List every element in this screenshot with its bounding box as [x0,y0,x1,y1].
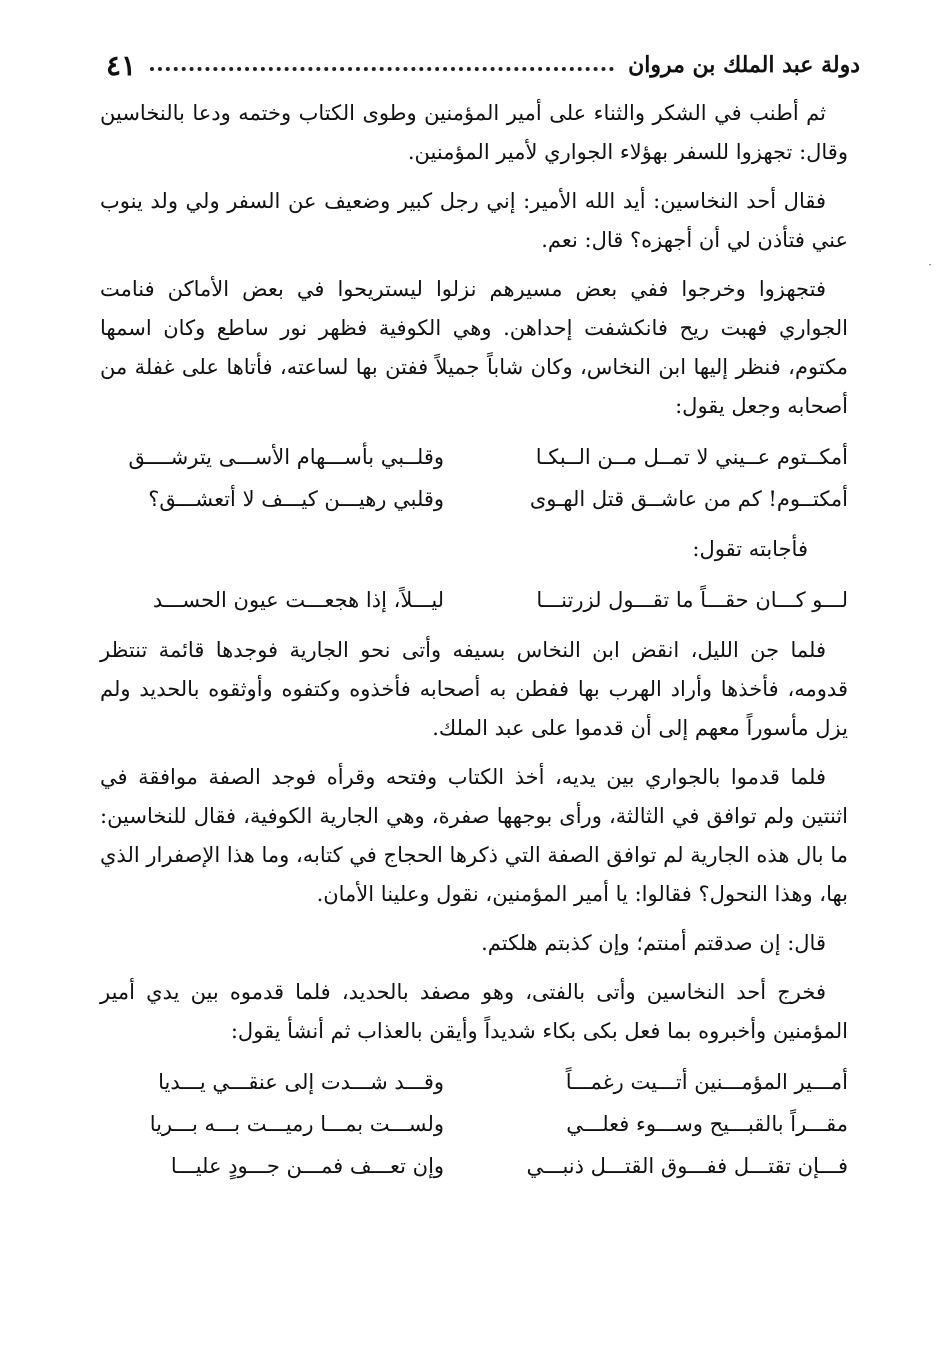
verse-line [100,1061,848,1103]
running-title: دولة عبد الملك بن مروان [628,52,860,78]
verse-first-hemistich: أمكتــوم! كم من عاشــق قتل الهـوى [529,487,848,511]
verse-line [100,579,848,621]
verse-first-hemistich: لـــو كـــان حقـــاً ما تقـــول لزرتنـــا [536,588,848,612]
verse-first-hemistich: فـــإن تقتـــل ففـــوق القتـــل ذنبـــي [526,1154,848,1178]
paragraph: فلما قدموا بالجواري بين يديه، أخذ الكتاب وفتحه وقرأه فوجد الصفة موافقة في اثنتين ولم توافق في الثالثة، ورأى بوجهها صفرة، وهي الجارية الكوفية، فقال للنخاسين: ما بال هذه الجارية لم توافق الصفة التي ذكرها الحجاج في كتابه، وما هذا الإصفرار الذي بها، وهذا النحول؟ فقالوا: يا أمير المؤمنين، نقول وعلينا الأمان. [100,765,848,906]
poem-block [100,1061,848,1187]
paragraph: فقال أحد النخاسين: أيد الله الأمير: إني رجل كبير وضعيف عن السفر ولي ولد ينوب عني فتأذن لي أن أجهزه؟ قال: نعم. [100,189,848,252]
verse-first-hemistich: مقـــراً بالقبـــيح وســـوء فعلـــي [566,1112,848,1136]
verse-second-hemistich: ولســـت بمـــا رميـــت بـــه بـــريا [149,1112,445,1136]
paragraph: فتجهزوا وخرجوا ففي بعض مسيرهم نزلوا ليستريحوا في بعض الأماكن فنامت الجواري فهبت ريح فانكشفت إحداهن. وهي الكوفية فظهر نور ساطع وكان اسمها مكتوم، فنظر إليها ابن النخاس، وكان شاباً جميلاً ففتن بها لساعته، فأتاها على غفلة من أصحابه وجعل يقول: [100,277,848,418]
running-header [106,40,860,90]
verse-first-hemistich: أمـــير المؤمـــنين أتـــيت رغمـــاً [565,1070,848,1094]
verse-second-hemistich: وقلبي رهيـــن كيـــف لا أتعشـــق؟ [148,487,445,511]
header-dot-leader [150,67,614,71]
paragraph: فلما جن الليل، انقض ابن النخاس بسيفه وأتى نحو الجارية فوجدها قائمة تنتظر قدومه، فأخذها وأراد الهرب بها ففطن به أصحابه فأخذوه وكتفوه وأوثقوه بالحديد ولم يزل مأسوراً معهم إلى أن قدموا على عبد الملك. [100,638,848,740]
verse-second-hemistich: وقلــبي بأســـهام الأســـى يترشــــق [128,445,445,469]
scan-speck: · [928,258,932,272]
paragraph: فخرج أحد النخاسين وأتى بالفتى، وهو مصفد بالحديد، فلما قدموه بين يدي أمير المؤمنين وأخبروه بما فعل بكى بكاء شديداً وأيقن بالعذاب ثم أنشأ يقول: [100,980,848,1043]
poem-block [100,579,848,621]
verse-line [100,1145,848,1187]
verse-line [100,436,848,478]
paragraph: فأجابته تقول: [692,537,808,561]
page-body [100,94,848,1187]
verse-second-hemistich: وقـــد شـــدت إلى عنقـــي يـــديا [158,1070,445,1094]
verse-second-hemistich: وإن تعـــف فمـــن جـــودٍ عليـــا [170,1154,445,1178]
paragraph: ثم أطنب في الشكر والثناء على أمير المؤمنين وطوى الكتاب وختمه ودعا بالنخاسين وقال: تجهزوا للسفر بهؤلاء الجواري لأمير المؤمنين. [100,101,848,164]
page-number: ٤١ [106,48,137,82]
verse-second-hemistich: ليـــلاً، إذا هجعـــت عيون الحســـد [152,588,445,612]
verse-line [100,478,848,520]
verse-first-hemistich: أمكــتوم عــيني لا تمــل مــن الــبكـا [535,445,848,469]
verse-line [100,1103,848,1145]
paragraph: قال: إن صدقتم أمنتم؛ وإن كذبتم هلكتم. [481,931,826,955]
poem-block [100,436,848,520]
